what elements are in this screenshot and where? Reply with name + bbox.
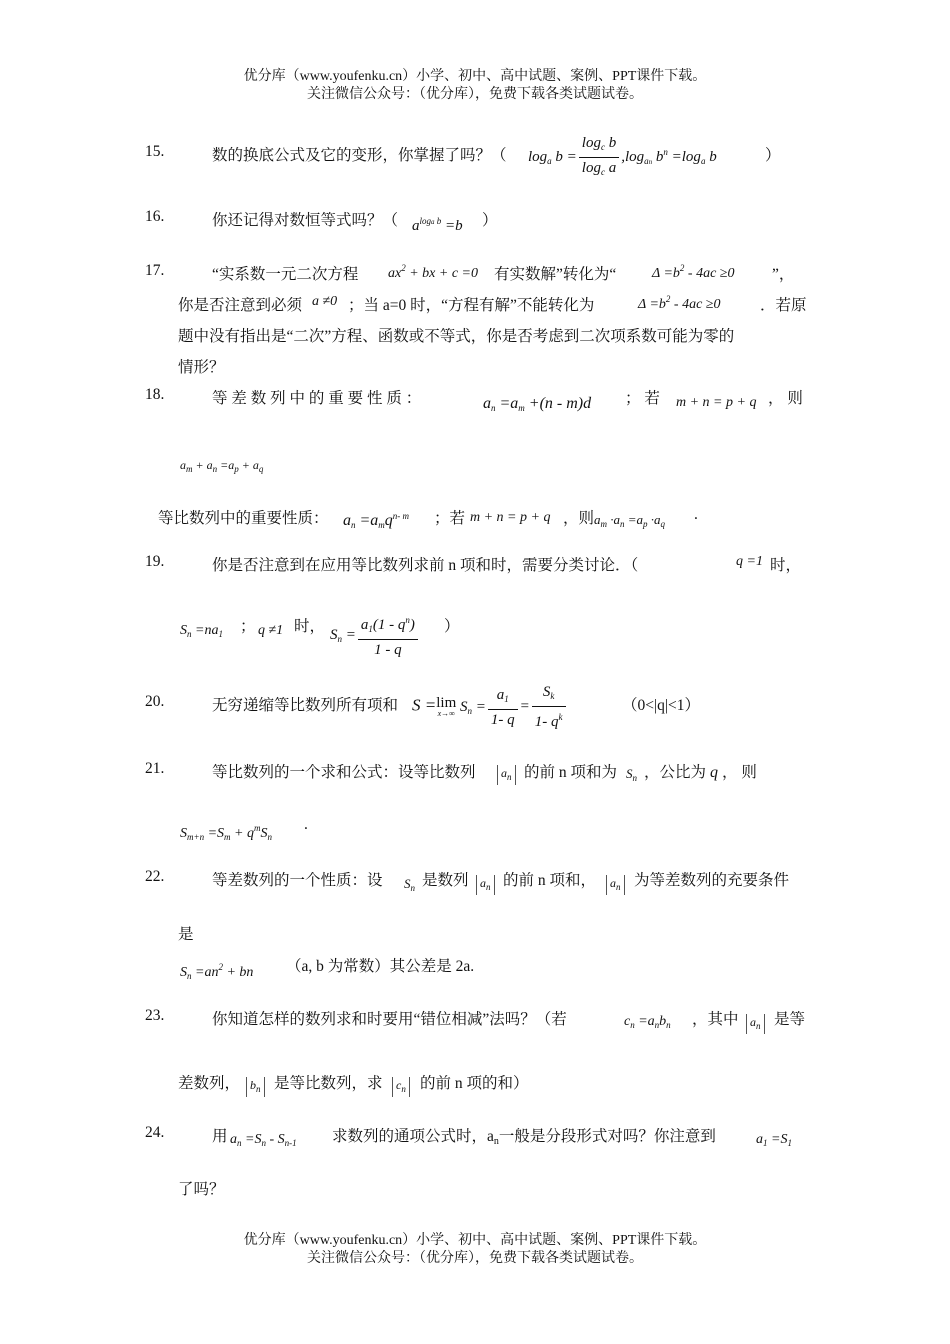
item-23-t2: ，其中 (692, 1011, 739, 1028)
item-23-t1: 你知道怎样的数列求和时要用“错位相减”法吗？（若 (212, 1011, 567, 1028)
item-19-t2: 时， (770, 557, 802, 574)
item-22-sn: $S_n$ (404, 876, 415, 893)
item-22-t2: 是数列 (422, 872, 469, 889)
item-15-formula: $\log_a b$ = $\frac{\log_c b}{\log_c a}$ $,\log_{an}$ $b^n =\log_a$ b (528, 135, 717, 177)
item-17-delta1: $\Delta =b^2 - 4ac \ge 0$ (652, 263, 735, 281)
item-20-number: 20. (145, 693, 165, 710)
item-18-formula-6: $a_m \cdot a_n =a_p \cdot a_q$ (594, 512, 666, 529)
item-18-formula-1: $a_n =a_m +(n - m)d$ (483, 395, 592, 413)
header-line-2: 关注微信公众号：（优分库），免费下载各类试题试卷。 (307, 87, 643, 102)
item-15-number: 15. (145, 143, 165, 160)
item-19-q1: q =1 (736, 554, 763, 569)
item-16-number: 16. (145, 208, 165, 225)
item-23-cn: $c_n =a_nb_n$ (624, 1014, 671, 1030)
item-19-qneq1: q ≠1 (258, 623, 284, 638)
item-17-l2b: ；当 a=0 时，“方程有解”不能转化为 (348, 297, 595, 314)
item-19-t4: 时， (294, 618, 326, 635)
item-21-formula: $S_{m+n} =S_m + q^mS_n$ (180, 823, 272, 842)
item-22-t5: 是 (178, 926, 194, 943)
item-23-an: $a_n$ (746, 1013, 765, 1034)
item-18-number: 18. (145, 386, 165, 403)
item-23-bn: $b_n$ (246, 1076, 265, 1097)
item-21-t3: ，公比为 (644, 764, 707, 781)
header-line-1: 优分库（www.youfenku.cn）小学、初中、高中试题、案例、PPT课件下载。 (243, 69, 707, 84)
item-23-t6: 的前 n 项的和） (420, 1075, 529, 1092)
item-17-l3: 题中没有指出是“二次”方程、函数或不等式，你是否考虑到二次项系数可能为零的 (178, 328, 735, 345)
item-17-l2c: ．若原 (760, 297, 807, 314)
item-19-t5: ） (444, 618, 460, 635)
item-22-an1: $a_n$ (476, 874, 495, 895)
footer-line-1: 优分库（www.youfenku.cn）小学、初中、高中试题、案例、PPT课件下载。 (243, 1233, 707, 1248)
item-21-t5: . (304, 816, 308, 833)
item-24-t1: 用 (212, 1128, 228, 1145)
item-18-g2: ；若 (434, 510, 466, 527)
item-24-t2-sub: n (493, 1136, 499, 1147)
item-16-formula: $a^{loga b} =b$ (412, 216, 463, 234)
item-23-t3: 是等 (774, 1011, 806, 1028)
item-19-sn1: $S_n =na_1$ (180, 623, 223, 639)
item-17-number: 17. (145, 262, 165, 279)
item-18-t3: ， 则 (768, 390, 803, 407)
item-24-number: 24. (145, 1124, 165, 1141)
item-18-formula-3: $a_m + a_n =a_p + a_q$ (180, 458, 264, 474)
item-18-formula-5: m + n = p + q (470, 510, 551, 525)
item-18-g4: . (694, 506, 698, 523)
item-22-an2: $a_n$ (606, 874, 625, 895)
item-21-q: q (710, 764, 718, 781)
item-19-number: 19. (145, 553, 165, 570)
item-18-g3: ，则 (563, 510, 595, 527)
item-17-aneq0: a ≠0 (312, 294, 338, 309)
item-17-l1c: ”， (772, 266, 795, 283)
item-17-l1a: “实系数一元二次方程 (212, 266, 359, 283)
item-24-t2-text: 求数列的通项公式时，a (332, 1128, 494, 1145)
item-19-sn2: $S_n$ = $\frac{a_1(1 - q^n)}{1 - q}$ (330, 610, 420, 660)
item-16-text: 你还记得对数恒等式吗？（ (212, 212, 399, 229)
item-21-t4: ， 则 (722, 764, 757, 781)
item-20-formula: S =lim x→∞ $S_n$ = $\frac{a_1}{1- q}$ = $\frac{S_k}{1- q^k}$ (412, 682, 568, 732)
footer-line-2: 关注微信公众号：（优分库），免费下载各类试题试卷。 (307, 1251, 643, 1266)
item-21-t2: 的前 n 项和为 (524, 764, 618, 781)
item-19-text: 你是否注意到在应用等比数列求前 n 项和时，需要分类讨论．（ (212, 557, 639, 574)
item-15-close: ） (765, 147, 781, 164)
item-24-t2 (332, 1124, 716, 1147)
item-22-formula: $S_n =an^2$ + bn (180, 962, 254, 981)
item-22-t3: 的前 n 项和， (503, 872, 597, 889)
item-24-a1s1: $a_1 =S_1$ (756, 1132, 792, 1148)
item-19-t3: ； (240, 618, 256, 635)
item-21-number: 21. (145, 760, 165, 777)
item-20-text: 无穷递缩等比数列所有项和 (212, 697, 399, 714)
item-18-g1: 等比数列中的重要性质： (158, 510, 329, 527)
item-23-t4: 差数列， (178, 1075, 241, 1092)
item-21-t1: 等比数列的一个求和公式：设等比数列 (212, 764, 476, 781)
item-22-t4: 为等差数列的充要条件 (634, 872, 790, 889)
item-23-t5: 是等比数列，求 (274, 1075, 383, 1092)
item-18-formula-4: $a_n =a_mq^{n- m}$ (343, 511, 410, 530)
item-24-t4: 了吗？ (178, 1181, 225, 1198)
item-18-t2: ； 若 (625, 390, 660, 407)
item-22-t6: （a, b 为常数）其公差是 2a. (286, 958, 475, 975)
item-24-formula: $a_n =S_n - S_{n-1}$ (230, 1132, 297, 1148)
item-23-cn2: $c_n$ (392, 1076, 410, 1097)
item-17-eq: $ax^2$ + bx + c =0 (388, 263, 478, 281)
item-24-t3-text: 一般是分段形式对吗？你注意到 (498, 1128, 716, 1145)
item-17-l1b: 有实数解”转化为“ (494, 266, 617, 283)
item-17-delta2: $\Delta =b^2 - 4ac \ge 0$ (638, 294, 721, 312)
item-23-number: 23. (145, 1007, 165, 1024)
item-18-t1: 等 差 数 列 中 的 重 要 性 质 ： (212, 390, 422, 407)
item-18-formula-2: m + n = p + q (676, 395, 757, 410)
item-20-cond: （0<|q|<1） (622, 697, 700, 714)
item-21-an: $a_n$ (497, 764, 516, 785)
item-21-sn: $S_n$ (626, 766, 637, 783)
item-15-text: 数的换底公式及它的变形，你掌握了吗？（ (212, 147, 507, 164)
item-22-number: 22. (145, 868, 165, 885)
item-22-t1: 等差数列的一个性质：设 (212, 872, 383, 889)
item-17-l2a: 你是否注意到必须 (178, 297, 303, 314)
item-16-close: ） (482, 212, 498, 229)
item-17-l4: 情形？ (178, 359, 225, 376)
